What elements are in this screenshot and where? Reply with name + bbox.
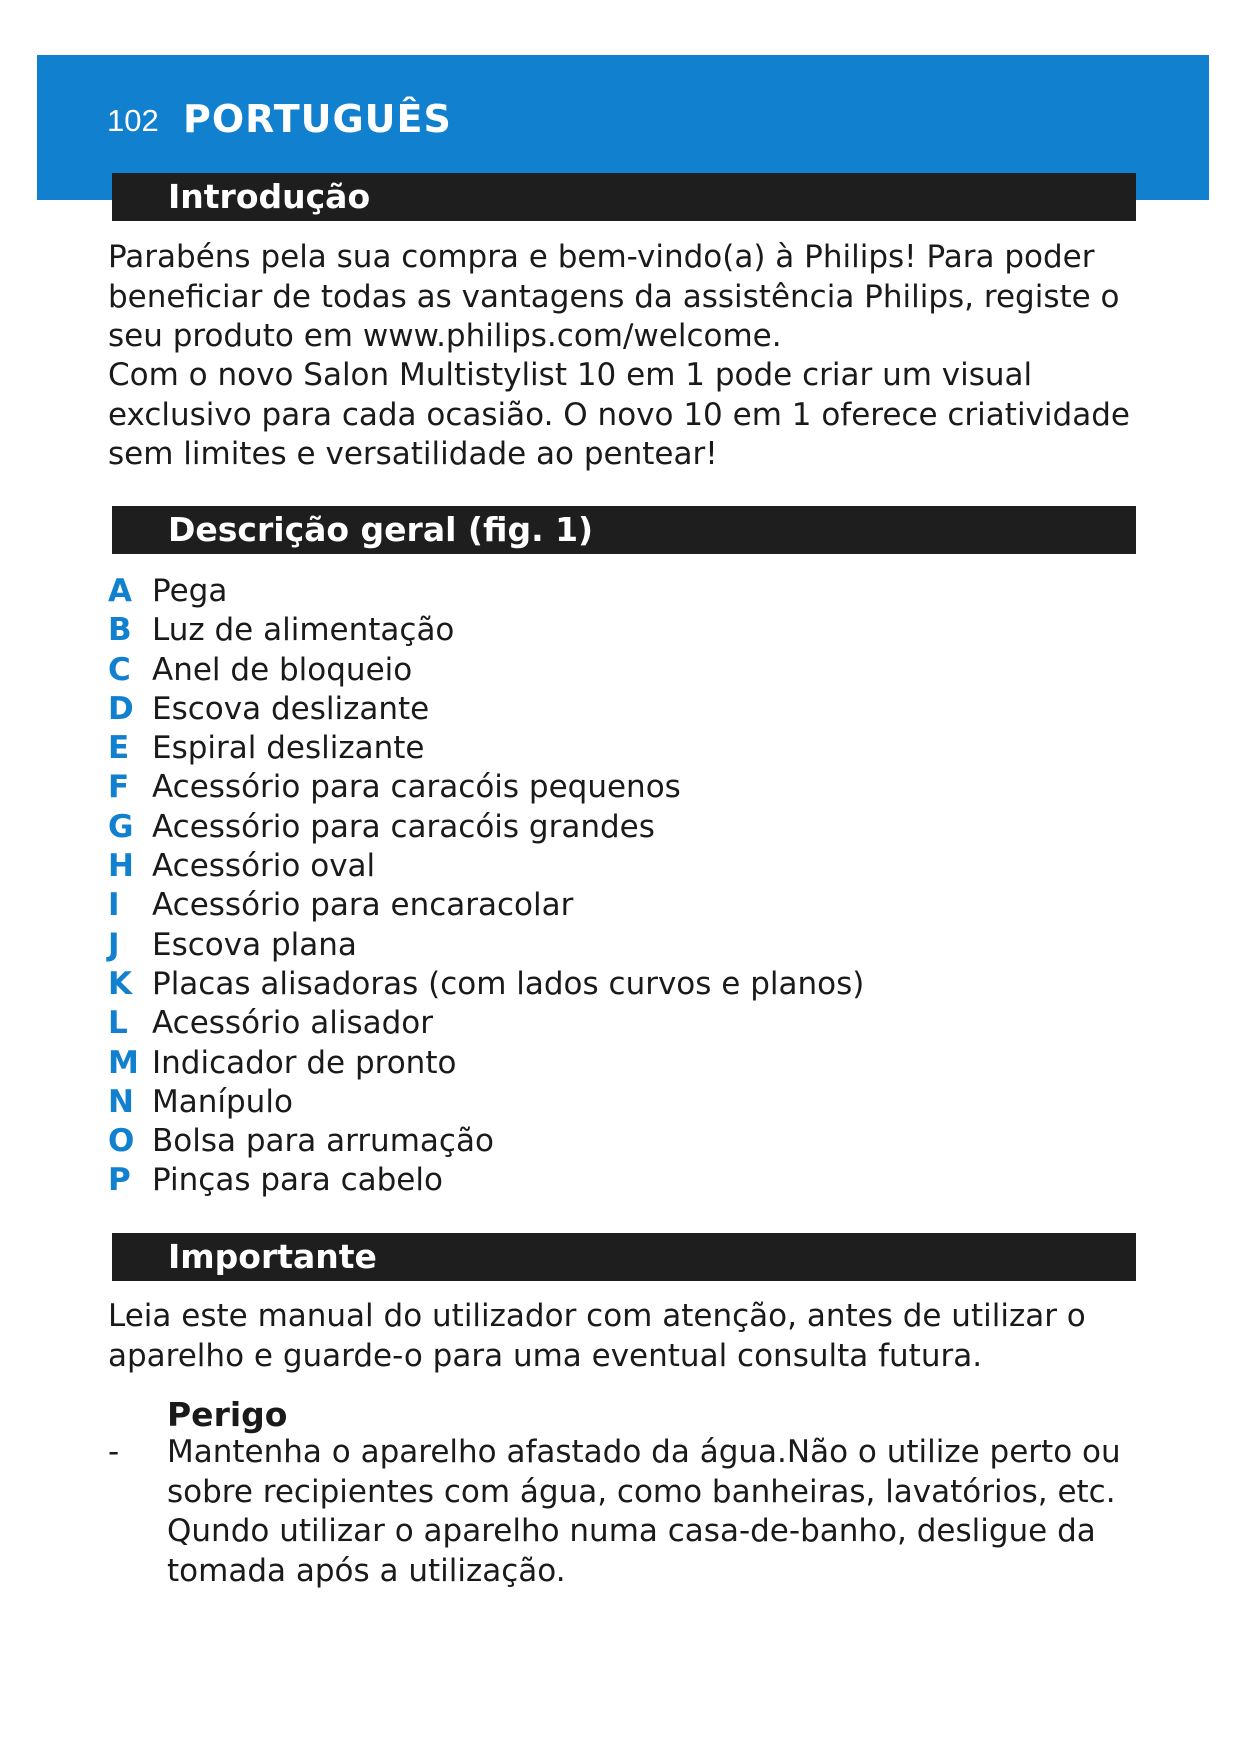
overview-item <box>108 611 864 650</box>
language-title: PORTUGUÊS <box>183 97 452 141</box>
intro-paragraph-1: Parabéns pela sua compra e bem-vindo(a) à Philips! Para poder beneficiar de todas as vantagens da assistência Philips, registe o seu produto em www.philips.com/welcome. <box>108 239 1120 354</box>
item-label: Manípulo <box>152 1083 293 1120</box>
overview-item <box>108 886 864 925</box>
item-letter: B <box>108 612 132 649</box>
item-letter: P <box>108 1162 131 1199</box>
item-letter: I <box>108 887 120 924</box>
item-label: Acessório para encaracolar <box>152 887 574 924</box>
item-label: Acessório alisador <box>152 1005 433 1042</box>
item-letter: M <box>108 1044 139 1081</box>
overview-parts-list <box>108 572 864 1201</box>
item-label: Indicador de pronto <box>152 1044 457 1081</box>
item-label: Luz de alimentação <box>152 612 455 649</box>
item-label: Pega <box>152 573 228 609</box>
item-letter: K <box>108 965 133 1002</box>
item-label: Escova deslizante <box>152 690 430 727</box>
important-paragraph: Leia este manual do utilizador com atenção, antes de utilizar o aparelho e guarde-o para uma eventual consulta futura. <box>108 1298 1086 1374</box>
item-letter: J <box>108 926 120 963</box>
overview-item <box>108 1044 864 1083</box>
item-label: Bolsa para arrumação <box>152 1123 494 1160</box>
overview-item <box>108 690 864 729</box>
item-label: Acessório oval <box>152 848 376 885</box>
item-label: Acessório para caracóis pequenos <box>152 769 681 806</box>
item-letter: C <box>108 651 131 688</box>
item-label: Acessório para caracóis grandes <box>152 808 655 845</box>
item-letter: O <box>108 1123 135 1160</box>
item-label: Espiral deslizante <box>152 730 425 767</box>
overview-item <box>108 1161 864 1200</box>
item-letter: N <box>108 1083 134 1120</box>
intro-paragraph-2: Com o novo Salon Multistylist 10 em 1 pode criar um visual exclusivo para cada ocasião. O novo 10 em 1 oferece criatividade sem limites e versatilidade ao pentear! <box>108 357 1130 472</box>
item-letter: D <box>108 690 134 727</box>
page-number: 102 <box>107 103 159 138</box>
section-heading-overview: Descrição geral (fig. 1) <box>112 506 1136 554</box>
item-letter: E <box>108 730 130 767</box>
item-letter: H <box>108 848 134 885</box>
danger-heading: Perigo <box>167 1395 288 1434</box>
overview-item <box>108 965 864 1004</box>
overview-item <box>108 808 864 847</box>
overview-item <box>108 729 864 768</box>
item-letter: A <box>108 573 132 609</box>
item-letter: G <box>108 808 134 845</box>
overview-item <box>108 1122 864 1161</box>
overview-item <box>108 1004 864 1043</box>
section-heading-important: Importante <box>112 1233 1136 1281</box>
item-letter: F <box>108 769 130 806</box>
item-label: Anel de bloqueio <box>152 651 413 688</box>
section-heading-intro: Introdução <box>112 173 1136 221</box>
item-letter: L <box>108 1005 128 1042</box>
danger-bullet-1: Mantenha o aparelho afastado da água.Não o utilize perto ou sobre recipientes com água, como banheiras, lavatórios, etc. Qundo utilizar o aparelho numa casa-de-banho, desligue da tomada após a utilização. <box>167 1434 1121 1589</box>
overview-item <box>108 651 864 690</box>
overview-item <box>108 1083 864 1122</box>
overview-item <box>108 768 864 807</box>
overview-item <box>108 847 864 886</box>
overview-item <box>108 926 864 965</box>
item-label: Pinças para cabelo <box>152 1162 443 1199</box>
item-label: Placas alisadoras (com lados curvos e planos) <box>152 965 865 1002</box>
item-label: Escova plana <box>152 926 357 963</box>
overview-item <box>108 572 864 611</box>
bullet-dash: - <box>108 1434 120 1470</box>
